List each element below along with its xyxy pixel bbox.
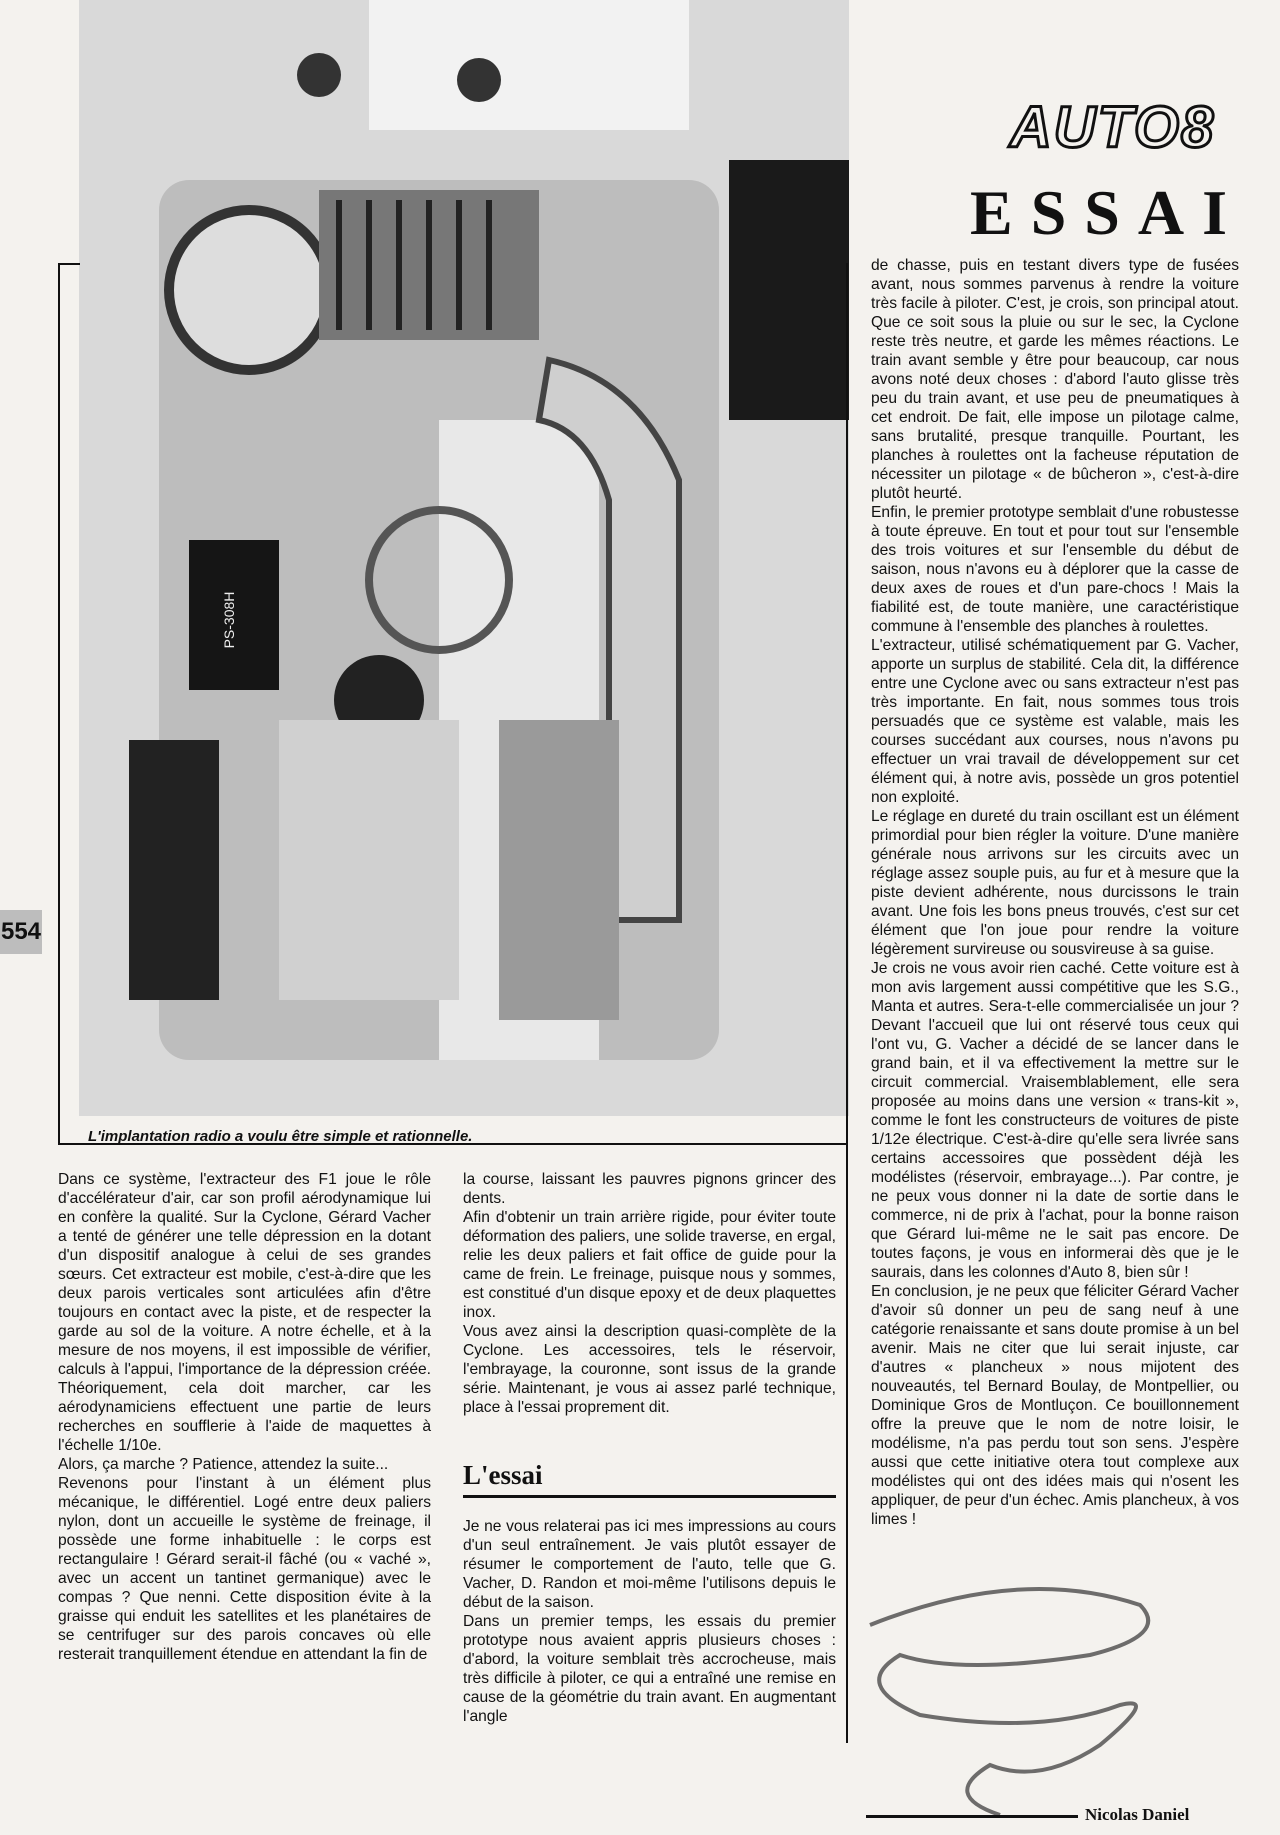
page-number: 554 [0,910,42,954]
paragraph: Je crois ne vous avoir rien caché. Cette voiture est à mon avis largement aussi compétitive que les S.G., Manta et autres. Sera-t-elle commercialisée un jour ? Devant l'accueil que lui ont réservé tous ceux qui l'ont vu, G. Vacher a décidé de se lancer dans le grand bain, et il va effectivement la mettre sur le circuit commercial. Vraisemblablement, elle sera proposée au moins dans une version « trans-kit », comme le font les constructeurs de voitures de piste 1/12e électrique. C'est-à-dire qu'elle sera livrée sans certains accessoires que possèdent déjà les modélistes (réservoir, embrayage...). Par contre, je ne peux vous donner ni la date de sortie dans le commerce, ni de prix à l'achat, pour la bonne raison que Gérard lui-même ne le sait pas encore. De toutes façons, je vous en informerai dès que je le saurais, dans les colonnes d'Auto 8, bien sûr ! [871,960,1239,1281]
paragraph: Revenons pour l'instant à un élément plus mécanique, le différentiel. Logé entre deux paliers nylon, dont un accueille le système de freinage, il possède une forme inhabituelle : le corps est rectangulaire ! Gérard serait-il fâché (ou « vaché », avec un accent un tantinet germanique) avec le compas ? Que nenni. Cette disposition évite à la graisse qui enduit les satellites et les planétaires de se centrifuger sur des parois concaves où elle resterait tranquillement étendue en attendant la fin de [58,1475,431,1663]
signature-rule [866,1815,1078,1818]
author-signature: Nicolas Daniel [1085,1805,1190,1824]
paragraph: Dans un premier temps, les essais du premier prototype nous avaient appris plusieurs choses : d'abord, la voiture semblait très accrocheuse, mais très difficile à piloter, ce qui a entraîné une remise en cause de la géométrie du train avant. En augmentant l'angle [463,1613,836,1725]
paragraph: Je ne vous relaterai pas ici mes impressions au cours d'un seul entraînement. Je vais plutôt essayer de résumer le comportement de l'auto, telle que G. Vacher, D. Randon et moi-même l'utilisons depuis le début de la saison. [463,1518,836,1611]
chassis-illustration [79,0,849,1116]
article-middle-column-2 [463,1517,836,1726]
servo-label: PS-308H [221,591,237,649]
frame-left-line [58,263,60,1143]
paragraph: L'extracteur, utilisé schématiquement par G. Vacher, apporte un surplus de stabilité. Cela dit, la différence entre une Cyclone avec ou sans extracteur n'est pas très importante. En fait, nous sommes tous trois persuadés que ce système est valable, mais les courses succédant aux courses, nous n'avons pu effectuer un vrai travail de développement sur cet élément qui, à notre avis, possède un gros potentiel non exploité. [871,637,1239,806]
article-middle-column [463,1170,836,1417]
section-title: ESSAI [970,177,1245,248]
paragraph: Le réglage en dureté du train oscillant est un élément primordial pour bien régler la voiture. D'une manière générale nous arrivons sur les circuits avec un réglage assez souple puis, au fur et à mesure que la piste devient adhérente, nous durcissons le train avant. Une fois les bons pneus trouvés, c'est sur cet élément que l'on joue pour rendre la voiture légèrement survireuse ou sousvireuse à sa guise. [871,808,1239,958]
auto8-logo [985,88,1240,168]
article-right-column [871,256,1239,1529]
paragraph: En conclusion, je ne peux que féliciter Gérard Vacher d'avoir sû donner un peu de sang neuf à une catégorie renaissante et sans doute promise à un bel avenir. Mais ne citer que lui serait injuste, car d'autres « plancheux » nous mijotent des nouveautés, tel Bernard Boulay, de Montpellier, ou Dominique Gros de Montluçon. Ce bouillonnement offre la preuve que le nom de notre loisir, le modélisme, n'a pas perdu tout son sens. J'espère aussi que cette initiative otera tout complexe aux modélistes qui ont des idées mais qui n'osent les appliquer, de peur d'un échec. Amis plancheux, à vos limes ! [871,1283,1239,1528]
article-left-column [58,1170,431,1664]
paragraph: Afin d'obtenir un train arrière rigide, pour éviter toute déformation des paliers, une solide traverse, en ergal, relie les deux paliers et fait office de guide pour la came de frein. Le freinage, puisque nous y sommes, est constitué d'un disque epoxy et de deux plaquettes inox. [463,1209,836,1321]
paragraph: Dans ce système, l'extracteur des F1 joue le rôle d'accélérateur d'air, car son profil aérodynamique lui en confère la qualité. Sur la Cyclone, Gérard Vacher a tenté de générer une telle dépression en la dotant d'un dispositif analogue à celui de ses grandes sœurs. Cet extracteur est mobile, c'est-à-dire que les deux parois verticales sont articulées afin d'être toujours en contact avec la piste, et de respecter la garde au sol de la voiture. A notre échelle, et à la mesure de nos moyens, il est impossible de vérifier, calculs à l'appui, l'importance de la dépression créée. Théoriquement, cela doit marcher, car les aérodynamiciens effectuent une partie de leurs recherches en soufflerie à l'aide de maquettes à l'échelle 1/10e. [58,1171,431,1454]
paragraph: Enfin, le premier prototype semblait d'une robustesse à toute épreuve. En tout et pour tout sur l'ensemble des trois voitures et sur l'ensemble du début de saison, nous n'avons eu à déplorer que la casse de deux axes de roues et d'un pare-chocs ! Mais la fiabilité est, de toute manière, une caractéristique commune à l'ensemble des planches à roulettes. [871,504,1239,635]
paragraph: Vous avez ainsi la description quasi-complète de la Cyclone. Les accessoires, tels le réservoir, l'embrayage, la couronne, sont issus de la grande série. Maintenant, je vous ai assez parlé technique, place à l'essai proprement dit. [463,1323,836,1416]
logo-text: AUTO8 [1009,95,1216,160]
photo-caption: L'implantation radio a voulu être simple et rationnelle. [88,1128,473,1145]
paragraph: la course, laissant les pauvres pignons grincer des dents. [463,1171,836,1207]
paragraph: de chasse, puis en testant divers type de fusées avant, nous sommes parvenus à rendre la voiture très facile à piloter. C'est, je crois, son principal atout. Que ce soit sous la pluie ou sur le sec, la Cyclone reste très neutre, et garde les mêmes réactions. Le train avant semble y être pour beaucoup, car nous avons noté deux choses : d'abord l'auto glisse très peu du train avant, et use peu de pneumatiques à cet endroit. De fait, elle impose un pilotage calme, sans brutalité, presque tranquille. Pourtant, les planches à roulettes ont la facheuse réputation de nécessiter un pilotage « de bûcheron », c'est-à-dire plutôt heurté. [871,257,1239,502]
paragraph: Alors, ça marche ? Patience, attendez la suite... [58,1456,389,1473]
frame-top-line [58,263,80,265]
essai-subheading: L'essai [463,1460,836,1498]
chassis-photo [79,0,849,1116]
pen-scribble [840,1545,1180,1825]
frame-right-line [846,263,848,1743]
